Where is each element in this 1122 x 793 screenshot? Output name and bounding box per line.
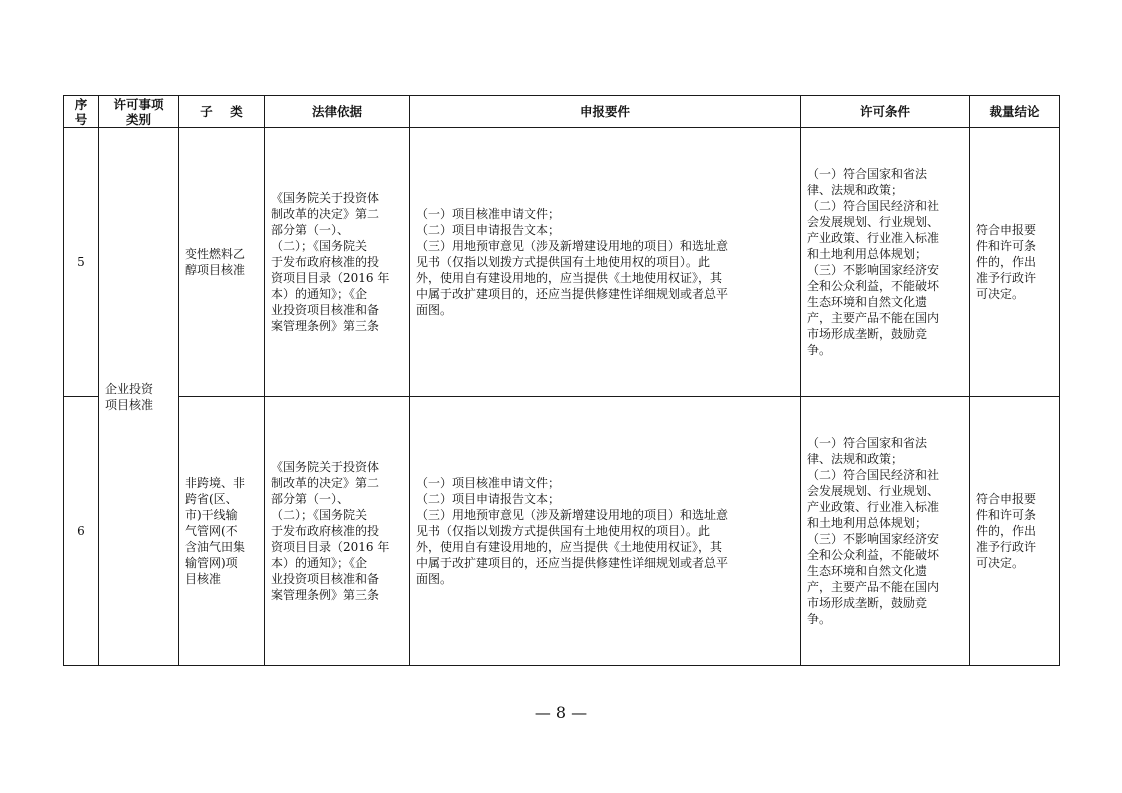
- row-requirements: （一）项目核准申请文件； （二）项目申请报告文本； （三）用地预审意见（涉及新增建设用地的项目）和选址意 见书（仅指以划拨方式提供国有土地使用权的项目）。此 外，使用自有建设用地的，应当提供《土地使用权证》，其 中属于改扩建项目的，还应当提供修建性详细规划或者总平 面图。: [410, 128, 801, 397]
- row-conditions: （一）符合国家和省法 律、法规和政策； （二）符合国民经济和社 会发展规划、行业规划、 产业政策、行业准入标准 和土地利用总体规划； （三）不影响国家经济安 全和公众利益，不能破坏 生态环境和自然文化遗 产，主要产品不能在国内 市场形成垄断，鼓励竞 争。: [801, 397, 970, 666]
- license-table: [63, 95, 1060, 666]
- row-legal-basis: 《国务院关于投资体 制改革的决定》第二 部分第（一）、 （二）；《国务院关 于发布政府核准的投 资项目目录（2016 年 本）的通知》；《企 业投资项目核准和备 案管理条例》第三条: [265, 128, 410, 397]
- header-seq: 序 号: [64, 96, 99, 128]
- table-header-row: [64, 96, 1060, 128]
- table-row: [64, 397, 1060, 666]
- row-seq: 5: [64, 128, 99, 397]
- header-requirements: 申报要件: [410, 96, 801, 128]
- row-conclusion: 符合申报要 件和许可条 件的，作出 准予行政许 可决定。: [970, 128, 1060, 397]
- row-requirements: （一）项目核准申请文件； （二）项目申请报告文本； （三）用地预审意见（涉及新增建设用地的项目）和选址意 见书（仅指以划拨方式提供国有土地使用权的项目）。此 外，使用自有建设用地的，应当提供《土地使用权证》，其 中属于改扩建项目的，还应当提供修建性详细规划或者总平 面图。: [410, 397, 801, 666]
- row-conclusion: 符合申报要 件和许可条 件的，作出 准予行政许 可决定。: [970, 397, 1060, 666]
- page-number: — 8 —: [534, 703, 588, 722]
- row-legal-basis: 《国务院关于投资体 制改革的决定》第二 部分第（一）、 （二）；《国务院关 于发布政府核准的投 资项目目录（2016 年 本）的通知》；《企 业投资项目核准和备 案管理条例》第三条: [265, 397, 410, 666]
- header-subtype: 子 类: [179, 96, 265, 128]
- header-conditions: 许可条件: [801, 96, 970, 128]
- header-conclusion: 裁量结论: [970, 96, 1060, 128]
- row-subtype: 非跨境、非 跨省(区、 市)干线输 气管网(不 含油气田集 输管网)项 目核准: [179, 397, 265, 666]
- header-legal-basis: 法律依据: [265, 96, 410, 128]
- row-seq: 6: [64, 397, 99, 666]
- row-category: 企业投资 项目核准: [99, 128, 179, 666]
- row-subtype: 变性燃料乙 醇项目核准: [179, 128, 265, 397]
- row-conditions: （一）符合国家和省法 律、法规和政策； （二）符合国民经济和社 会发展规划、行业规划、 产业政策、行业准入标准 和土地利用总体规划； （三）不影响国家经济安 全和公众利益，不能破坏 生态环境和自然文化遗 产，主要产品不能在国内 市场形成垄断，鼓励竞 争。: [801, 128, 970, 397]
- table-row: [64, 128, 1060, 397]
- header-category: 许可事项 类别: [99, 96, 179, 128]
